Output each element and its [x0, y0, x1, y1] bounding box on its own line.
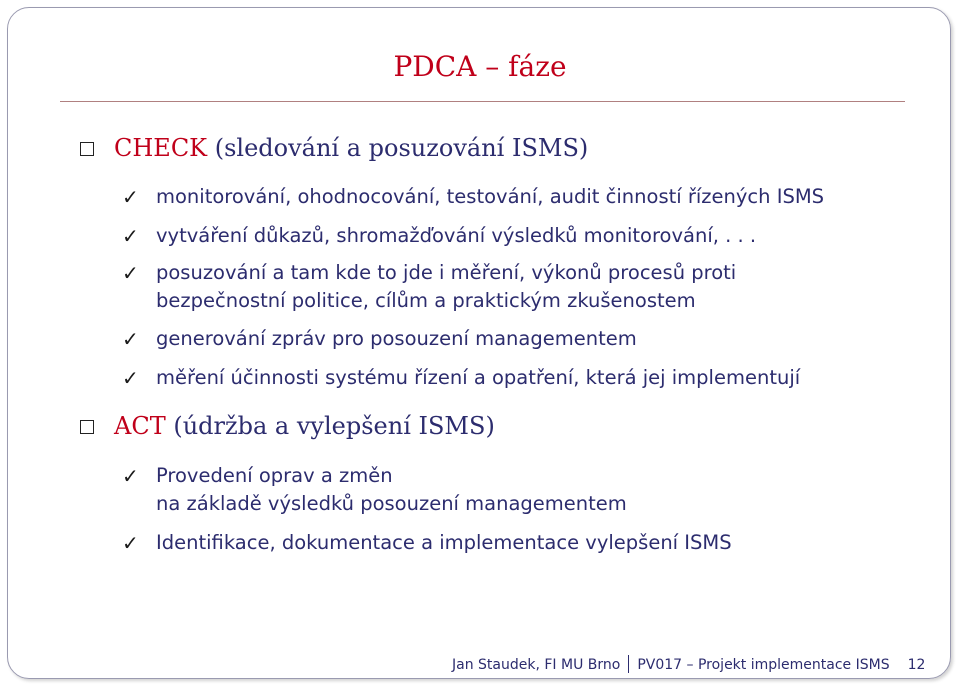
item-text: Provedení oprav a změn: [156, 464, 393, 487]
section-subtitle: (údržba a vylepšení ISMS): [165, 412, 495, 440]
section-keyword: CHECK: [114, 134, 208, 162]
slide-title: PDCA – fáze: [393, 50, 567, 83]
section-heading: [114, 412, 495, 440]
checkmark-icon: ✓: [122, 531, 139, 555]
item-text-continuation: na základě výsledků posouzení managementem: [156, 492, 627, 515]
footer-separator: [628, 655, 629, 673]
checkmark-icon: ✓: [122, 185, 139, 209]
checkmark-icon: ✓: [122, 327, 139, 351]
checkmark-icon: ✓: [122, 366, 139, 390]
checkmark-icon: ✓: [122, 224, 139, 248]
footer-author: Jan Staudek, FI MU Brno: [452, 657, 621, 673]
item-text: Identifikace, dokumentace a implementace vylepšení ISMS: [156, 531, 732, 554]
checkmark-icon: ✓: [122, 464, 139, 488]
item-text: monitorování, ohodnocování, testování, audit činností řízených ISMS: [156, 185, 825, 208]
item-text-continuation: bezpečnostní politice, cílům a praktickým zkušenostem: [156, 289, 696, 312]
section-heading: [114, 134, 588, 162]
item-text: vytváření důkazů, shromažďování výsledků monitorování, . . .: [156, 224, 757, 247]
page-number: 12: [907, 657, 926, 673]
square-bullet-icon: [80, 420, 94, 434]
footer-course: PV017 – Projekt implementace ISMS: [637, 657, 890, 673]
title-divider: [60, 101, 905, 102]
square-bullet-icon: [80, 142, 94, 156]
section-subtitle: (sledování a posuzování ISMS): [207, 134, 589, 162]
section-keyword: ACT: [114, 412, 166, 440]
item-text: generování zpráv pro posouzení managementem: [156, 327, 637, 350]
item-text: měření účinnosti systému řízení a opatření, která jej implementují: [156, 366, 801, 389]
checkmark-icon: ✓: [122, 261, 139, 285]
slide-footer: [452, 655, 925, 673]
item-text: posuzování a tam kde to jde i měření, výkonů procesů proti: [156, 261, 737, 284]
